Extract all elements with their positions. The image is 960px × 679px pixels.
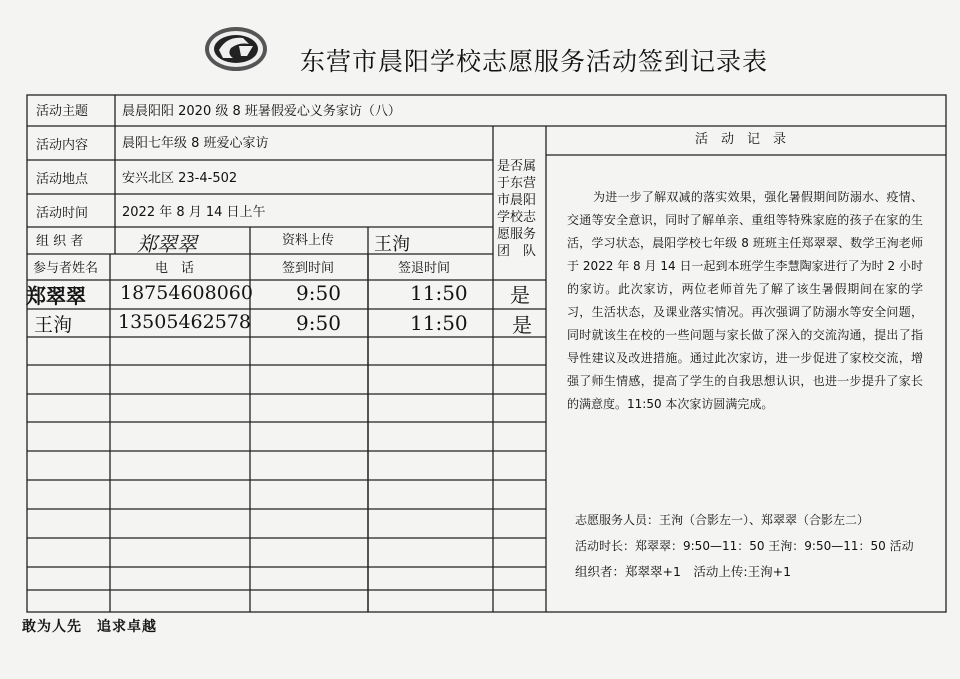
participant-phone: 13505462578 (118, 311, 251, 333)
time-value: 2022 年 8 月 14 日上午 (122, 205, 266, 220)
team-question-line: 愿服务 (497, 227, 537, 242)
team-question-line: 团 队 (497, 244, 537, 259)
upload-label: 资料上传 (282, 233, 335, 248)
upload-signature: 王洵 (374, 234, 410, 255)
participant-name: 王洵 (34, 314, 73, 336)
organizer-label: 组 织 者 (36, 234, 84, 249)
participant-in-team: 是 (510, 283, 530, 307)
location-value: 安兴北区 23-4-502 (122, 171, 238, 186)
school-motto: 敢为人先 追求卓越 (22, 619, 157, 635)
participant-signin: 9:50 (296, 281, 341, 305)
time-label: 活动时间 (36, 206, 89, 221)
signout-header: 签退时间 (398, 261, 451, 276)
participant-phone: 18754608060 (120, 282, 253, 304)
team-question-line: 是否属 (497, 159, 537, 174)
participant-in-team: 是 (512, 313, 532, 337)
theme-value: 晨晨阳阳 2020 级 8 班暑假爱心义务家访（八） (122, 104, 401, 119)
record-volunteers: 志愿服务人员：王洵（合影左一）、郑翠翠（合影左二） (575, 513, 870, 527)
participant-name-header: 参与者姓名 (33, 261, 99, 276)
record-header: 活 动 记 录 (695, 132, 787, 147)
record-organizer-upload: 组织者：郑翠翠+1 活动上传:王洵+1 (575, 564, 792, 579)
page-title: 东营市晨阳学校志愿服务活动签到记录表 (300, 47, 769, 76)
participant-name: 郑翠翠 (26, 284, 86, 308)
theme-label: 活动主题 (36, 104, 89, 119)
signin-header: 签到时间 (282, 261, 335, 276)
organizer-signature: 郑翠翠 (137, 232, 197, 256)
team-question (497, 158, 543, 260)
team-question-line: 市晨阳 (497, 193, 537, 208)
team-question-line: 学校志 (497, 210, 537, 225)
content-label: 活动内容 (36, 138, 89, 153)
participant-signout: 11:50 (410, 281, 468, 305)
record-body: 为进一步了解双减的落实效果，强化暑假期间防溺水、疫情、交通等安全意识，同时了解单亲、重组等特殊家庭的孩子在家的生活，学习状态，晨阳学校七年级 8 班班主任郑翠翠、数学王洵老师于 2022 年 8 月 14 日一起到本班学生李慧陶家进行了为时 2 小时的家访。此次家访，两位老师首先了解了该生暑假期间在家的学习，生活状态，及课业落实情况。再次强调了防溺水等安全问题，同时就该生在校的一些问题与家长做了深入的交流沟通，提出了指导性建议及改进措施。通过此次家访，进一步促进了家校交流，增强了师生情感，提高了学生的自我思想认识，也进一步提升了家长的满意度。11:50 本次家访圆满完成。 (567, 190, 923, 411)
location-label: 活动地点 (36, 172, 89, 187)
phone-header: 电 话 (155, 261, 195, 276)
content-value: 晨阳七年级 8 班爱心家访 (122, 136, 269, 151)
participant-signin: 9:50 (296, 311, 341, 335)
participant-signout: 11:50 (410, 311, 468, 335)
record-duration: 活动时长：郑翠翠：9:50—11：50 王洵：9:50—11：50 活动 (575, 539, 914, 553)
team-question-line: 于东营 (497, 176, 537, 191)
